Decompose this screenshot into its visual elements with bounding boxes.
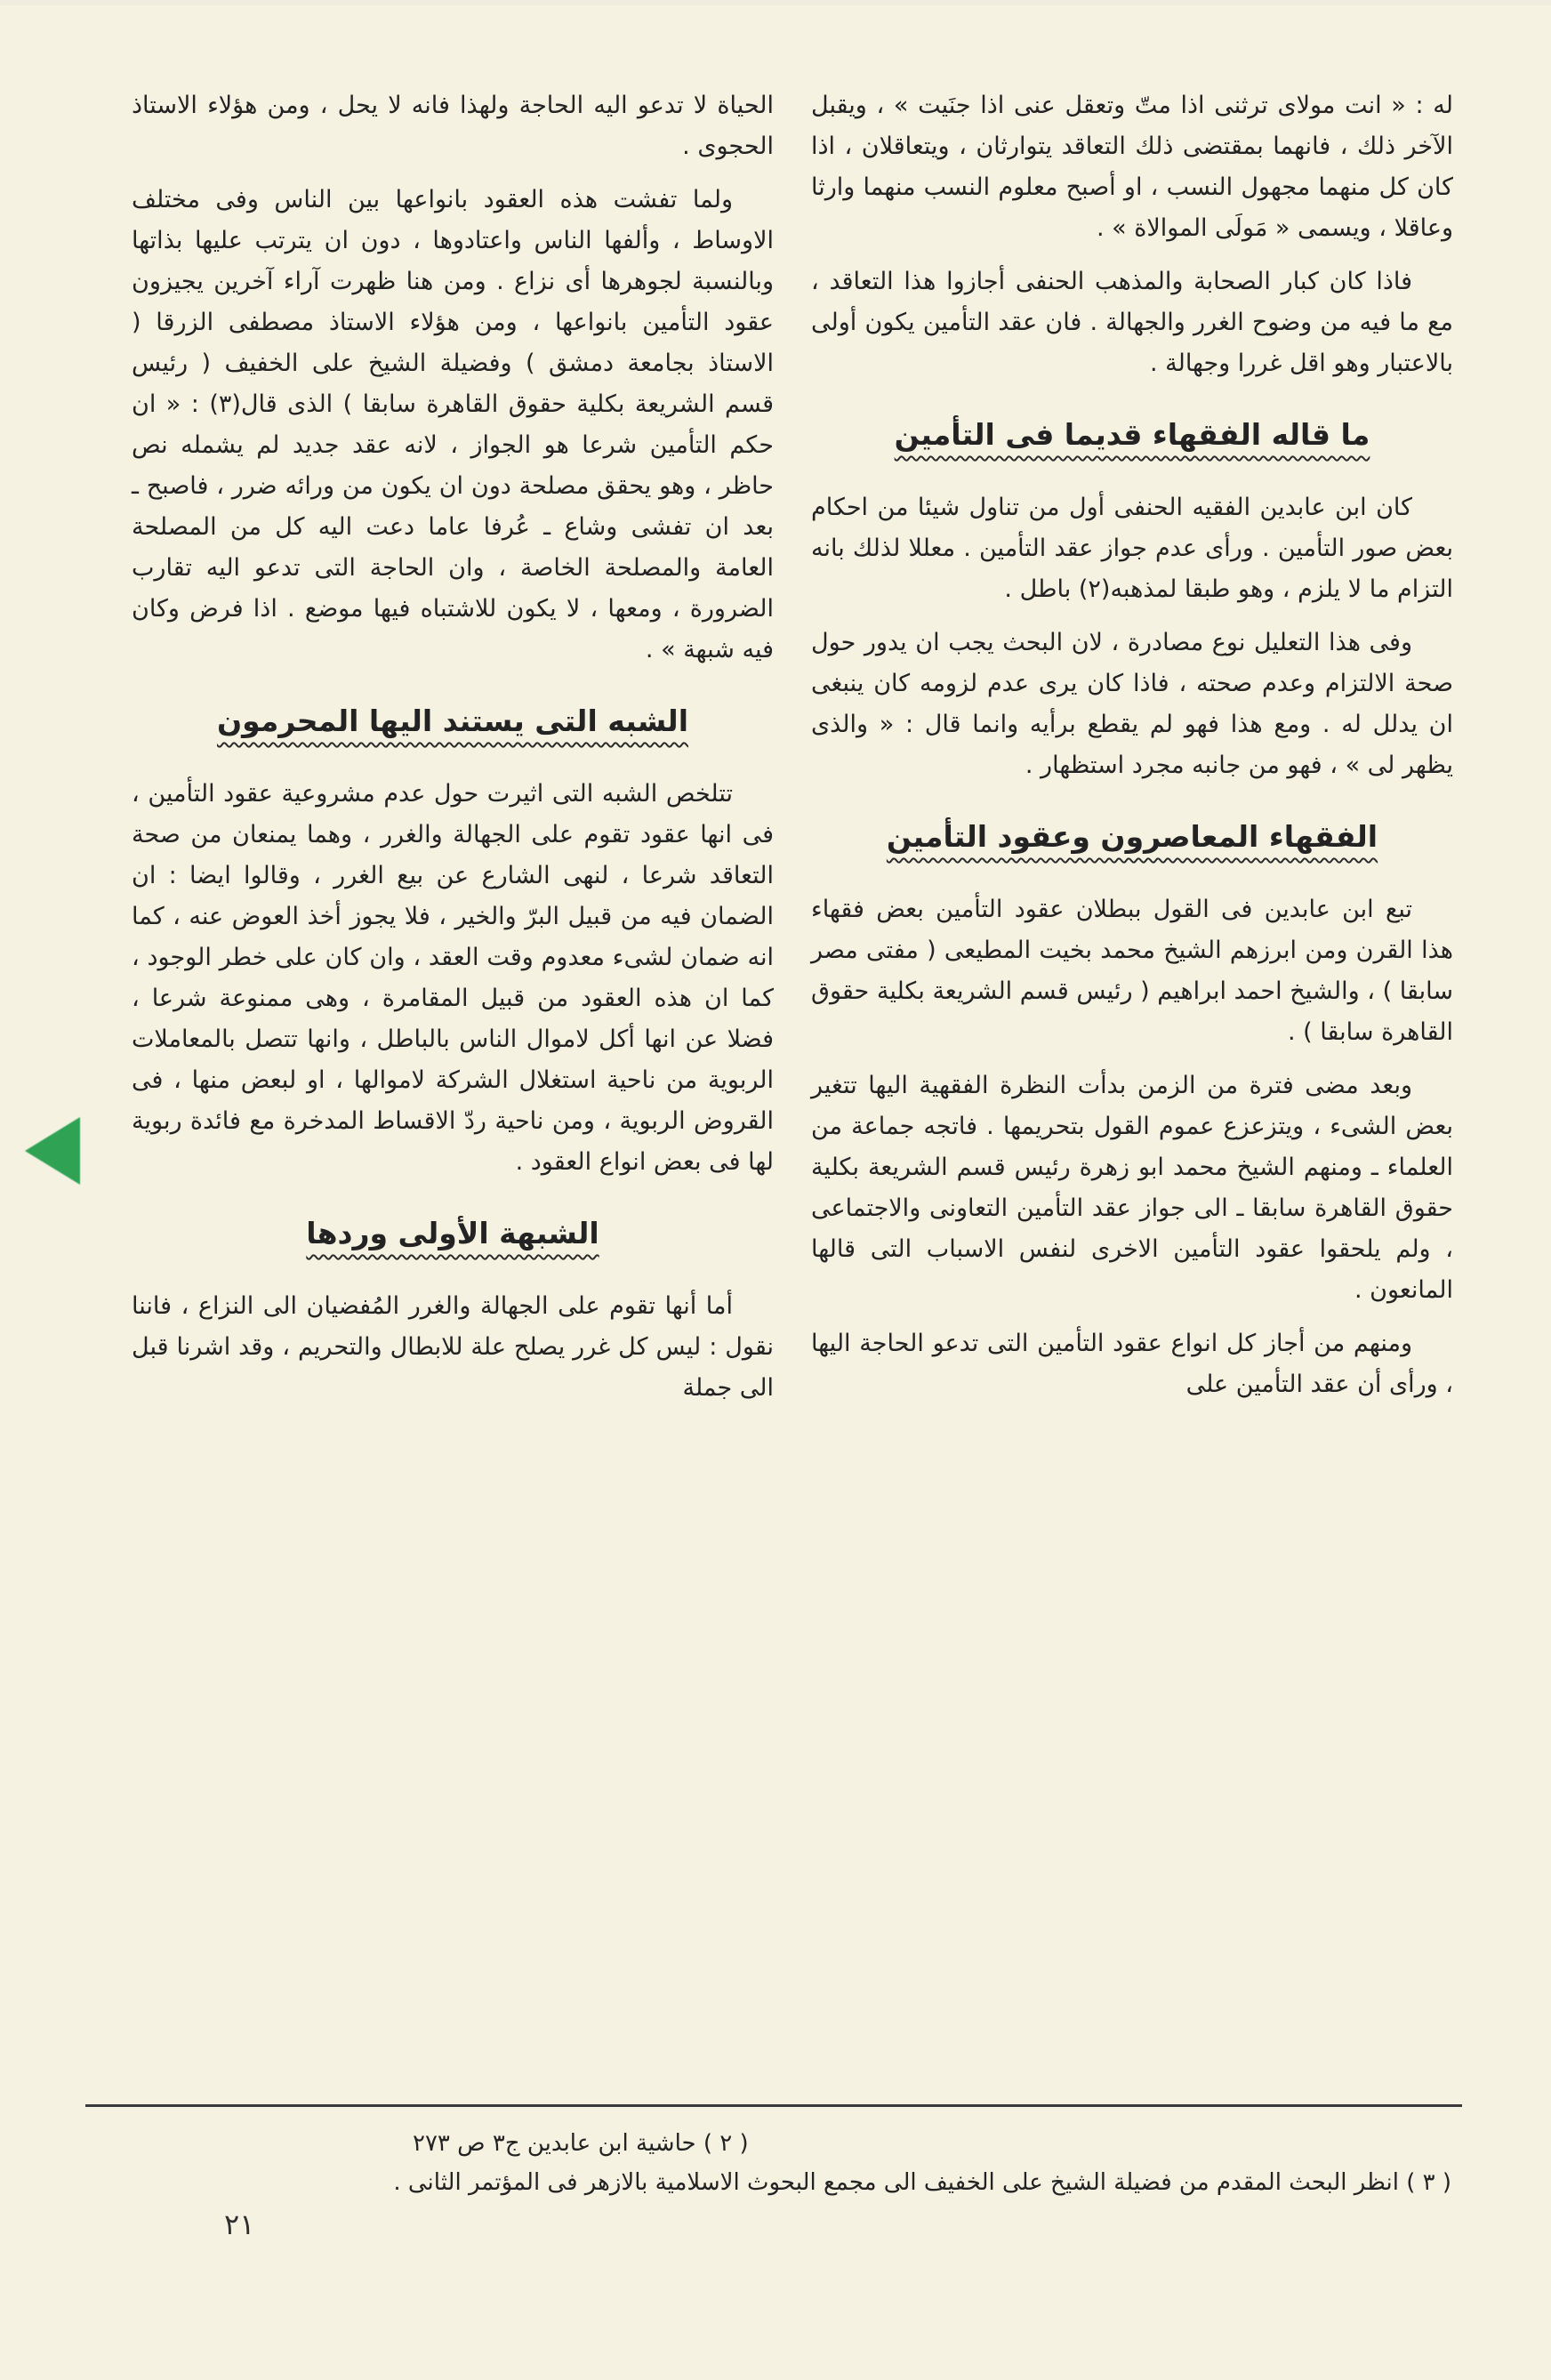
section-heading: ما قاله الفقهاء قديما فى التأمين	[894, 417, 1370, 452]
paragraph: أما أنها تقوم على الجهالة والغرر المُفضيان الى النزاع ، فاننا نقول : ليس كل غرر يصلح علة للابطال والتحريم ، وقد اشرنا قبل الى جملة	[132, 1292, 774, 1402]
footnote: ( ٢ ) حاشية ابن عابدين ج٣ ص ٢٧٣	[413, 2130, 749, 2157]
paragraph: ومنهم من أجاز كل انواع عقود التأمين التى تدعو الحاجة اليها ، ورأى أن عقد التأمين على	[811, 1330, 1453, 1398]
section-heading: الشبهة الأولى وردها	[306, 1216, 599, 1250]
text-column-right	[811, 85, 1453, 1421]
paragraph: وبعد مضى فترة من الزمن بدأت النظرة الفقهية اليها تتغير بعض الشىء ، ويتزعزع عموم القول بتحريمها . فاتجه جماعة من العلماء ـ ومنهم الشيخ محمد ابو زهرة رئيس قسم الشريعة بكلية حقوق القاهرة سابقا ـ الى جواز عقد التأمين التعاونى والاجتماعى ، ولم يلحقوا عقود التأمين الاخرى لنفس الاسباب التى قالها المانعون .	[811, 1072, 1453, 1304]
paragraph: كان ابن عابدين الفقيه الحنفى أول من تناول شيئا من احكام بعض صور التأمين . ورأى عدم جواز عقد التأمين . معللا لذلك بانه التزام ما لا يلزم ، وهو طبقا لمذهبه(٢) باطل .	[811, 494, 1453, 603]
page-number: ٢١	[224, 2207, 255, 2241]
paragraph: فاذا كان كبار الصحابة والمذهب الحنفى أجازوا هذا التعاقد ، مع ما فيه من وضوح الغرر والجهالة . فان عقد التأمين يكون أولى بالاعتبار وهو اقل غررا وجهالة .	[811, 268, 1453, 377]
footnote-divider	[85, 2104, 1462, 2107]
paragraph: له : « انت مولاى ترثنى اذا متّ وتعقل عنى اذا جنَيت » ، ويقبل الآخر ذلك ، فانهما بمقتضى ذلك التعاقد يتوارثان ، ويتعاقلان ، اذا كان كل منهما مجهول النسب ، او أصبح معلوم النسب منهما وارثا وعاقلا ، ويسمى « مَولَى الموالاة » .	[811, 92, 1453, 242]
footnote: ( ٣ ) انظر البحث المقدم من فضيلة الشيخ على الخفيف الى مجمع البحوث الاسلامية بالازهر فى المؤتمر الثانى .	[393, 2169, 1451, 2196]
paragraph: وفى هذا التعليل نوع مصادرة ، لان البحث يجب ان يدور حول صحة الالتزام وعدم صحته ، فاذا كان يرى عدم لزومه كان ينبغى ان يدلل له . ومع هذا فهو لم يقطع برأيه وانما قال : « والذى يظهر لى » ، فهو من جانبه مجرد استظهار .	[811, 629, 1453, 779]
paragraph: تتلخص الشبه التى اثيرت حول عدم مشروعية عقود التأمين ، فى انها عقود تقوم على الجهالة والغرر ، وهما يمنعان من صحة التعاقد شرعا ، لنهى الشارع عن بيع الغرر ، وقالوا ايضا : ان الضمان فيه من قبيل البرّ والخير ، فلا يجوز أخذ العوض عنه ، كما انه ضمان لشىء معدوم وقت العقد ، وان كان على خطر الوجود ، كما ان هذه العقود من قبيل المقامرة ، وهى ممنوعة شرعا ، فضلا عن انها أكل لاموال الناس بالباطل ، وانها تتصل بالمعاملات الربوية من ناحية استغلال الشركة لاموالها ، او لبعض منها ، فى القروض الربوية ، ومن ناحية ردّ الاقساط المدخرة مع فائدة ربوية لها فى بعض انواع العقود .	[132, 780, 774, 1176]
green-triangle-marker-icon	[25, 1117, 80, 1185]
page-content	[132, 85, 1453, 1421]
paragraph: ولما تفشت هذه العقود بانواعها بين الناس وفى مختلف الاوساط ، وألفها الناس واعتادوها ، دون ان يترتب عليها بذاتها وبالنسبة لجوهرها أى نزاع . ومن هنا ظهرت آراء آخرين يجيزون عقود التأمين بانواعها ، ومن هؤلاء الاستاذ مصطفى الزرقا ( الاستاذ بجامعة دمشق ) وفضيلة الشيخ على الخفيف ( رئيس قسم الشريعة بكلية حقوق القاهرة سابقا ) الذى قال(٣) : « ان حكم التأمين شرعا هو الجواز ، لانه عقد جديد لم يشمله نص حاظر ، وهو يحقق مصلحة دون ان يكون من ورائه ضرر ، فاصبح ـ بعد ان تفشى وشاع ـ عُرفا عاما دعت اليه كل من المصلحة العامة والمصلحة الخاصة ، وان الحاجة التى تدعو اليه تقارب الضرورة ، ومعها ، لا يكون للاشتباه فيها موضع . اذا فرض وكان فيه شبهة » .	[132, 186, 775, 663]
text-column-left	[132, 85, 774, 1421]
footnotes	[92, 2124, 1451, 2202]
section-heading: الشبه التى يستند اليها المحرمون	[216, 704, 689, 738]
section-heading: الفقهاء المعاصرون وعقود التأمين	[886, 819, 1378, 854]
scan-edge	[0, 0, 1551, 5]
paragraph: تبع ابن عابدين فى القول ببطلان عقود التأمين بعض فقهاء هذا القرن ومن ابرزهم الشيخ محمد بخيت المطيعى ( مفتى مصر سابقا ) ، والشيخ احمد ابراهيم ( رئيس قسم الشريعة بكلية حقوق القاهرة سابقا ) .	[811, 896, 1453, 1046]
paragraph: الحياة لا تدعو اليه الحاجة ولهذا فانه لا يحل ، ومن هؤلاء الاستاذ الحجوى .	[132, 92, 774, 160]
